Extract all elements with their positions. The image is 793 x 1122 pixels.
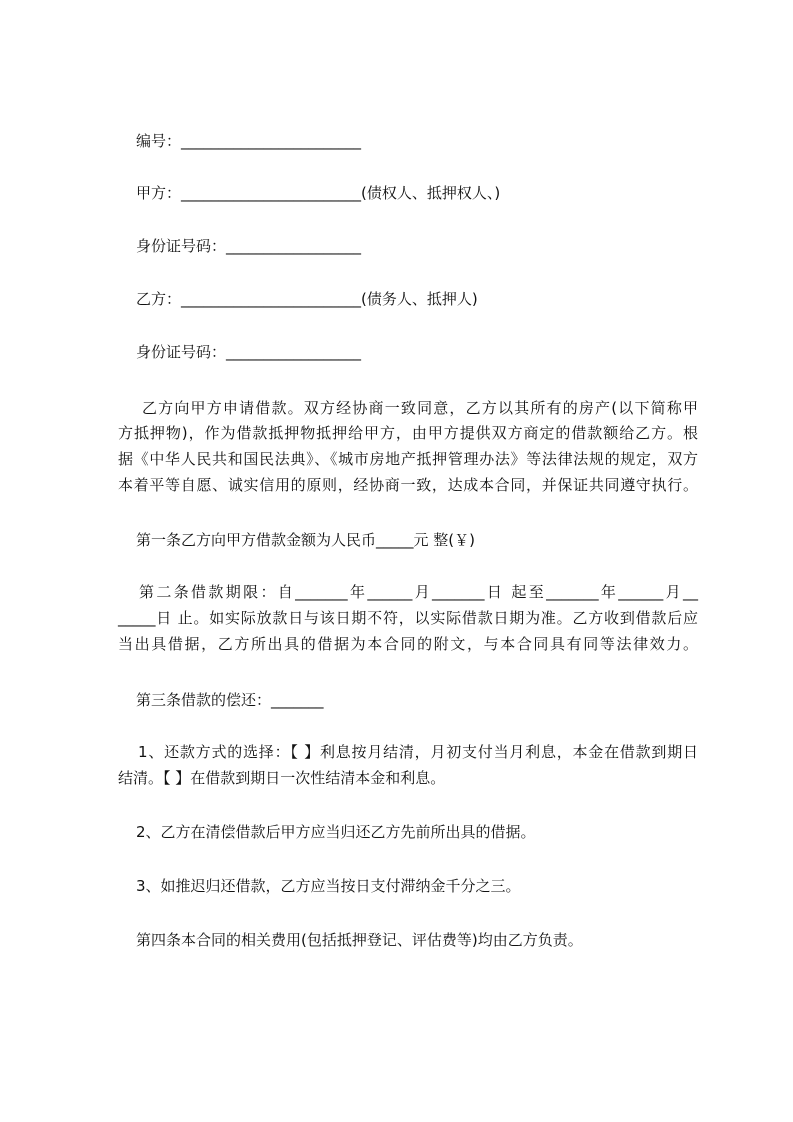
text-line: 据《中华人民共和国民法典》、《城市房地产抵押管理办法》等法律法规的规定，双方: [118, 450, 698, 468]
party-a-id-field: 身份证号码：__________________: [136, 237, 362, 255]
text-line: 结清。【 】在借款到期日一次性结清本金和利息。: [118, 769, 446, 787]
party-a-field: [136, 183, 500, 203]
party-b-id-field: 身份证号码：__________________: [136, 343, 362, 361]
repayment-item-3: 3、如推迟归还借款，乙方应当按日支付滞纳金千分之三。: [136, 877, 521, 895]
contract-number-field: 编号：________________________: [136, 132, 362, 150]
article-4: 第四条本合同的相关费用(包括抵押登记、评估费等)均由乙方负责。: [136, 931, 583, 949]
party-a-role: (债权人、抵押权人、): [361, 184, 501, 202]
party-a-label: 甲方：________________________: [136, 184, 362, 202]
article-1: 第一条乙方向甲方借款金额为人民币_____元 整(￥): [136, 531, 475, 549]
article-3: 第三条借款的偿还：_______: [136, 691, 324, 709]
text-line: 第二条借款期限：自_______年______月_______日 起至_______年______月__: [139, 583, 698, 601]
repayment-item-2: 2、乙方在清偿借款后甲方应当归还乙方先前所出具的借据。: [136, 823, 536, 841]
text-line: 方抵押物)，作为借款抵押物抵押给甲方，由甲方提供双方商定的借款额给乙方。根: [118, 424, 698, 442]
party-b-field: [136, 289, 478, 309]
text-line: 本着平等自愿、诚实信用的原则，经协商一致，达成本合同，并保证共同遵守执行。: [118, 476, 698, 494]
text-line: _____日 止。如实际放款日与该日期不符，以实际借款日期为准。乙方收到借款后应: [118, 609, 698, 627]
text-line: 乙方向甲方申请借款。双方经协商一致同意，乙方以其所有的房产(以下简称甲: [142, 399, 698, 417]
party-b-label: 乙方：________________________: [136, 290, 362, 308]
party-b-role: (债务人、抵押人): [361, 290, 478, 308]
text-line: 当出具借据，乙方所出具的借据为本合同的附文，与本合同具有同等法律效力。: [118, 635, 698, 653]
text-line: 1、还款方式的选择：【 】利息按月结清，月初支付当月利息，本金在借款到期日: [138, 743, 698, 761]
